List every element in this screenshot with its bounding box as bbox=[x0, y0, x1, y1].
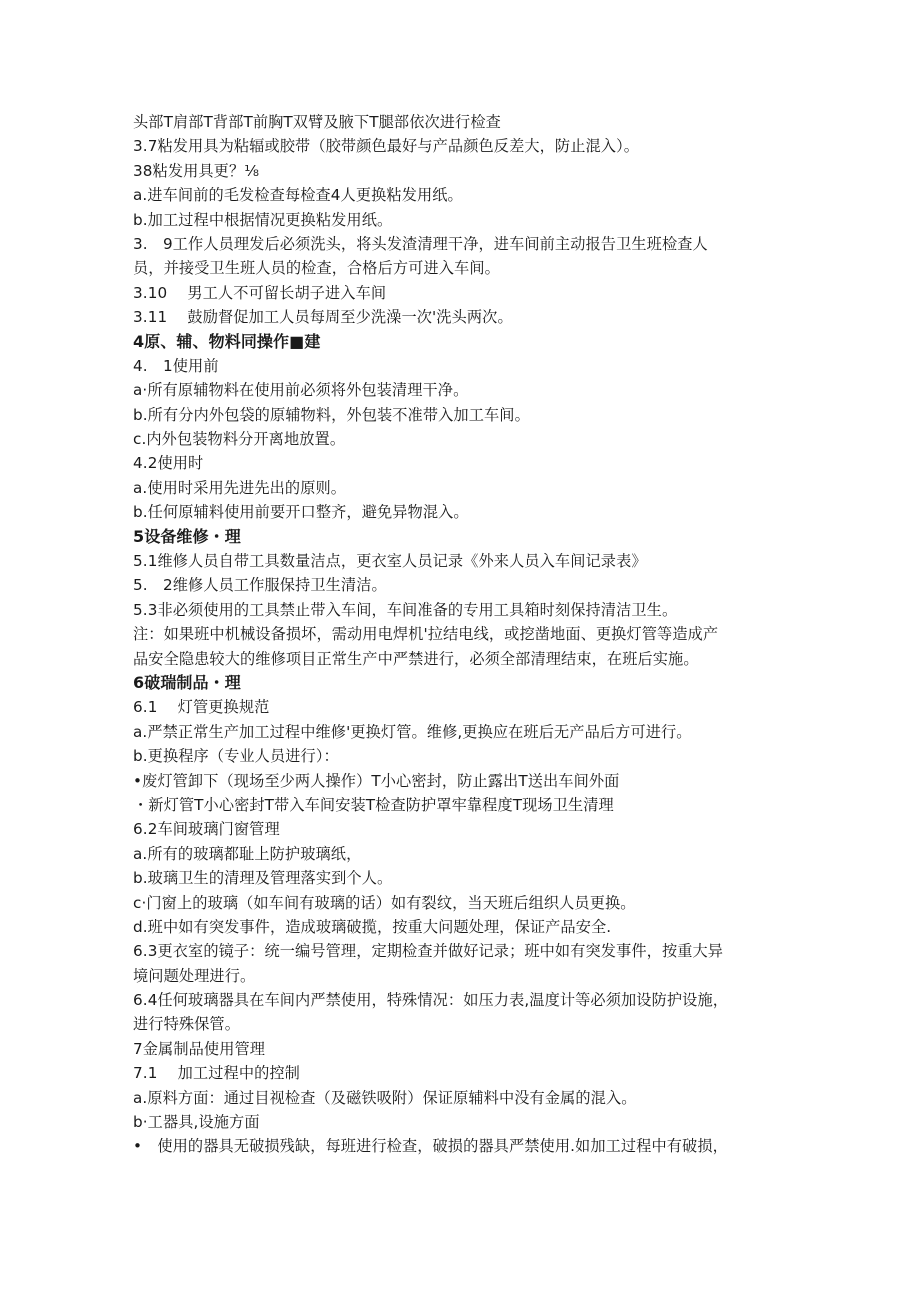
text-line: • 使用的器具无破损残缺，每班进行检查，破损的器具严禁使用.如加工过程中有破损， bbox=[133, 1137, 728, 1156]
text-line: b.玻璃卫生的清理及管理落实到个人。 bbox=[133, 869, 393, 888]
section-heading: 4原、辅、物料同操作■建 bbox=[133, 331, 321, 351]
text-line: 5.1维修人员自带工具数量洁点，更衣室人员记录《外来人员入车间记录表》 bbox=[133, 552, 647, 571]
section-heading: 6破瑞制品・理 bbox=[133, 672, 241, 692]
document-page bbox=[133, 110, 793, 1159]
text-line: b.更换程序（专业人员进行）： bbox=[133, 747, 339, 766]
text-line: 进行特殊保管。 bbox=[133, 1015, 241, 1034]
text-line: 6.4任何玻璃器具在车间内严禁使用，特殊情况：如压力表,温度计等必须加设防护设施， bbox=[133, 991, 729, 1010]
text-line: 3.11 鼓励督促加工人员每周至少洗澡一次'洗头两次。 bbox=[133, 308, 513, 327]
text-line: 员，并接受卫生班人员的检查，合格后方可进入车间。 bbox=[133, 259, 500, 278]
text-line: •废灯管卸下（现场至少两人操作）T小心密封，防止露出T送出车间外面 bbox=[133, 771, 620, 790]
text-line: 4. 1使用前 bbox=[133, 356, 219, 375]
text-line: c·门窗上的玻璃（如车间有玻璃的话）如有裂纹，当天班后组织人员更换。 bbox=[133, 893, 636, 912]
text-line: 3. 9工作人员理发后必须洗头，将头发渣清理干净，进车间前主动报告卫生班检查人 bbox=[133, 234, 708, 253]
text-line: a.严禁正常生产加工过程中维修'更换灯管。维修,更换应在班后无产品后方可进行。 bbox=[133, 722, 692, 741]
text-line: 注：如果班中机械设备损坏，需动用电焊机'拉结电线，或挖凿地面、更换灯管等造成产 bbox=[133, 625, 719, 644]
text-line: a.使用时采用先进先出的原则。 bbox=[133, 478, 347, 497]
text-line: 境问题处理进行。 bbox=[133, 966, 256, 985]
text-line: 品安全隐患较大的维修项目正常生产中严禁进行，必须全部清理结束，在班后实施。 bbox=[133, 649, 699, 668]
text-line: a·所有原辅物料在使用前必须将外包装清理干净。 bbox=[133, 381, 469, 400]
text-line: 6.1 灯管更换规范 bbox=[133, 698, 270, 717]
text-line: a.原料方面：通过目视检查（及磁铁吸附）保证原辅料中没有金属的混入。 bbox=[133, 1088, 637, 1107]
text-line: 6.3更衣室的镜子：统一编号管理，定期检查并做好记录；班中如有突发事件，按重大异 bbox=[133, 942, 724, 961]
text-line: d.班中如有突发事件，造成玻璃破揽，按重大问题处理，保证产品安全. bbox=[133, 917, 612, 936]
text-line: 3.7粘发用具为粘辐或胶带（胶带颜色最好与产品颜色反差大，防止混入）。 bbox=[133, 137, 640, 156]
text-line: 4.2使用时 bbox=[133, 454, 204, 473]
text-line: ・新灯管T小心密封T带入车间安装T检查防护罩牢靠程度T现场卫生清理 bbox=[133, 795, 614, 814]
text-line: 7金属制品使用管理 bbox=[133, 1039, 266, 1058]
text-line: c.内外包装物料分开离地放置。 bbox=[133, 430, 346, 449]
section-heading: 5设备维修・理 bbox=[133, 526, 241, 546]
text-line: a.进车间前的毛发检查每检查4人更换粘发用纸。 bbox=[133, 186, 463, 205]
text-line: 3.10 男工人不可留长胡子进入车间 bbox=[133, 283, 387, 302]
text-line: b.所有分内外包袋的原辅物料，外包装不准带入加工车间。 bbox=[133, 405, 530, 424]
text-line: 头部T肩部T背部T前胸T双臂及腋下T腿部依次进行检查 bbox=[133, 113, 501, 131]
text-line: 38粘发用具更？⅛ bbox=[133, 161, 260, 180]
text-line: 6.2车间玻璃门窗管理 bbox=[133, 820, 280, 839]
text-line: 5.3非必须使用的工具禁止带入车间，车间准备的专用工具箱时刻保持清洁卫生。 bbox=[133, 600, 678, 619]
text-line: a.所有的玻璃都耻上防护玻璃纸， bbox=[133, 844, 362, 863]
text-line: b.加工过程中根据情况更换粘发用纸。 bbox=[133, 210, 393, 229]
text-line: b.任何原辅料使用前要开口整齐，避免异物混入。 bbox=[133, 503, 469, 522]
text-line: b·工器具,设施方面 bbox=[133, 1113, 260, 1132]
text-line: 5. 2维修人员工作服保持卫生清洁。 bbox=[133, 576, 387, 595]
text-line: 7.1 加工过程中的控制 bbox=[133, 1064, 300, 1083]
